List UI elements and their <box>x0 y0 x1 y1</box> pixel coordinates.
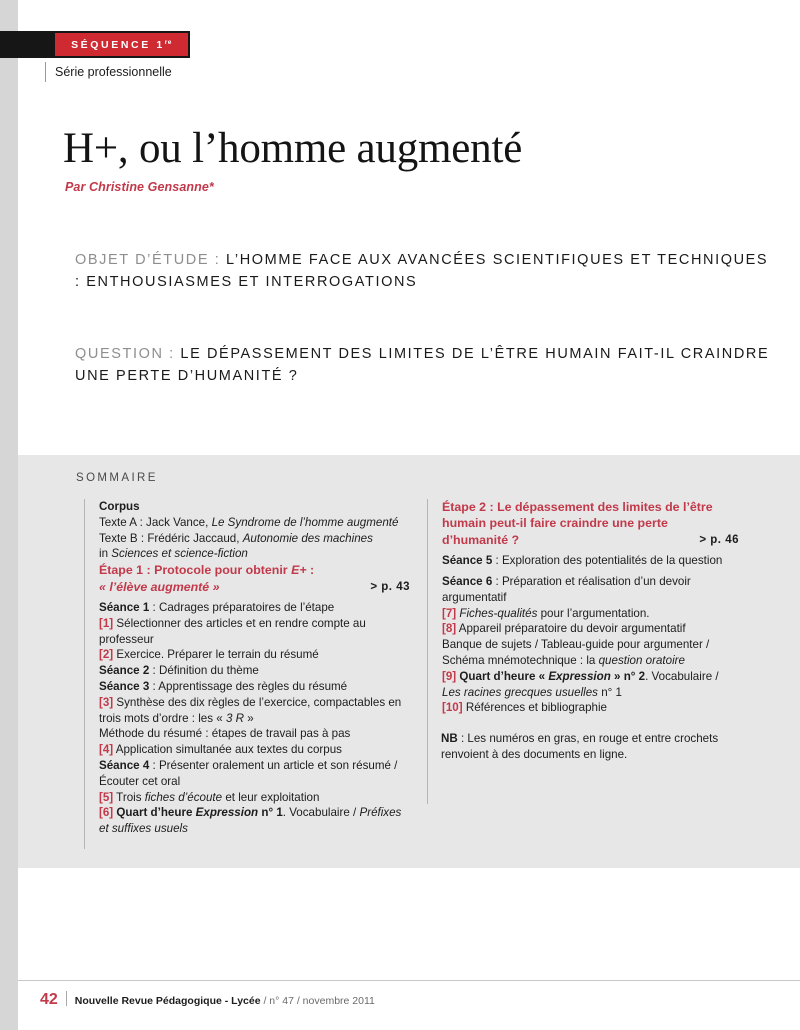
sommaire-panel <box>18 455 800 868</box>
methode-resume-line: Méthode du résumé : étapes de travail pas à pas <box>99 727 351 741</box>
corpus-text-source: in Sciences et science-fiction <box>99 547 248 561</box>
banque-sujets-line: Banque de sujets / Tableau-guide pour argumenter / <box>442 638 710 652</box>
nb-note-block <box>441 731 741 763</box>
black-bleed-block <box>0 31 53 58</box>
item-9-line: [9] Quart d’heure « Expression » n° 2. Vocabulaire / Les racines grecques usuelles n° 1 <box>442 669 719 699</box>
item-10-line: [10] Références et bibliographie <box>442 701 607 715</box>
question-value: LE DÉPASSEMENT DES LIMITES DE L’ÊTRE HUMAIN FAIT-IL CRAINDRE UNE PERTE D’HUMANITÉ ? <box>75 346 770 384</box>
title-block <box>63 124 763 194</box>
sequence-badge-label: SÉQUENCE 1re <box>71 38 172 51</box>
corpus-text-a: Texte A : Jack Vance, Le Syndrome de l’homme augmenté <box>99 515 399 529</box>
sequence-ordinal-suffix: re <box>164 38 172 46</box>
byline: Par Christine Gensanne* <box>65 180 214 194</box>
etape-1-heading: Étape 1 : Protocole pour obtenir E+ : « l’élève augmenté » > p. 43 <box>99 563 410 594</box>
document-page <box>18 0 800 1030</box>
item-5-line: [5] Trois fiches d’écoute et leur exploitation <box>99 790 320 804</box>
serie-line <box>45 62 172 82</box>
sequence-header-band <box>0 31 190 58</box>
objet-detude-value: L’HOMME FACE AUX AVANCÉES SCIENTIFIQUES ET TECHNIQUES : ENTHOUSIASMES ET INTERROGATIONS <box>75 252 769 290</box>
schema-line: Schéma mnémotechnique : la question oratoire <box>442 654 685 667</box>
seance-5-line: Séance 5 : Exploration des potentialités de la question <box>442 554 723 568</box>
item-2-line: [2] Exercice. Préparer le terrain du résumé <box>99 648 319 662</box>
footer-citation <box>75 995 375 1007</box>
item-8-line: [8] Appareil préparatoire du devoir argumentatif <box>442 622 686 636</box>
nb-note-text: NB : Les numéros en gras, en rouge et entre crochets renvoient à des documents en ligne. <box>441 732 719 761</box>
footer-divider <box>66 991 67 1006</box>
objet-detude-text <box>75 249 775 293</box>
footer-issue: / n° 47 / novembre 2011 <box>260 995 375 1007</box>
footer-publication: Nouvelle Revue Pédagogique - Lycée <box>74 995 261 1007</box>
item-3-line: [3] Synthèse des dix règles de l’exercice, compactables en trois mots d’ordre : les « 3 R » <box>99 695 402 725</box>
objet-detude-key: OBJET D’ÉTUDE : <box>75 252 221 268</box>
question-text <box>75 343 785 387</box>
question-block <box>75 343 785 387</box>
item-1-line: [1] Sélectionner des articles et en rendre compte au professeur <box>99 616 366 646</box>
etape-2-heading: Étape 2 : Le dépassement des limites de l’être humain peut-il faire craindre une perte d’humanité ? > p. 46 <box>442 500 739 547</box>
item-7-line: [7] Fiches-qualités pour l’argumentation. <box>442 606 650 620</box>
etape-2-page-ref: > p. 46 <box>699 533 739 546</box>
sommaire-left-column <box>84 499 414 849</box>
sequence-badge <box>53 31 190 58</box>
sommaire-heading: SOMMAIRE <box>76 472 158 484</box>
item-4-line: [4] Application simultanée aux textes du corpus <box>99 743 342 757</box>
seance-4-line: Séance 4 : Présenter oralement un article et son résumé / Écouter cet oral <box>99 758 398 788</box>
question-key: QUESTION : <box>75 346 175 362</box>
seance-1-line: Séance 1 : Cadrages préparatoires de l’étape <box>99 601 335 614</box>
seance-3-line: Séance 3 : Apprentissage des règles du résumé <box>99 679 348 693</box>
seance-6-line: Séance 6 : Préparation et réalisation d’un devoir argumentatif <box>442 575 691 604</box>
serie-label: Série professionnelle <box>55 65 172 79</box>
objet-detude-block <box>75 249 775 293</box>
seance-2-line: Séance 2 : Définition du thème <box>99 664 259 678</box>
footer-inner <box>40 989 375 1009</box>
page-title: H+, ou l’homme augmenté <box>63 125 523 172</box>
corpus-text-b: Texte B : Frédéric Jaccaud, Autonomie des machines <box>99 531 373 545</box>
page-footer <box>18 980 800 1008</box>
item-6-line: [6] Quart d’heure Expression n° 1. Vocabulaire / Préfixes et suffixes usuels <box>99 806 402 836</box>
corpus-label: Corpus <box>99 500 140 513</box>
folio-number: 42 <box>40 991 58 1008</box>
etape-1-page-ref: > p. 43 <box>370 580 410 593</box>
